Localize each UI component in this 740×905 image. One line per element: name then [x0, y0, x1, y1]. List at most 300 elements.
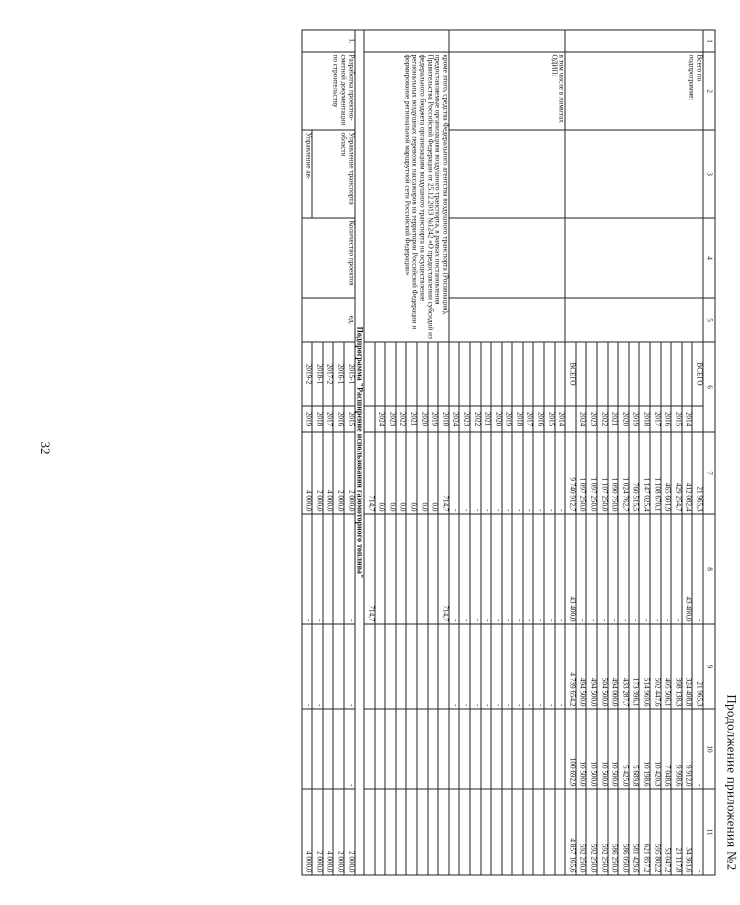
- year-cell: 2020: [618, 406, 629, 432]
- cell-empty: [597, 342, 608, 406]
- value-col-10: -: [692, 709, 703, 789]
- budget-table: [301, 30, 715, 876]
- value-col-7: 760 515,5: [629, 432, 640, 514]
- cell-num: [565, 30, 703, 52]
- value-col-7: 429 254,7: [671, 432, 682, 514]
- year-cell: 2024: [576, 406, 587, 432]
- value-col-7: -: [544, 432, 555, 514]
- value-col-9: -: [459, 624, 470, 709]
- value-col-7: 0,0: [417, 432, 428, 514]
- value-col-10: [396, 709, 407, 789]
- unit-cell: ед.: [302, 298, 355, 342]
- block-c-label: кроме этого, средства Федерального агентства воздушного транспорта (Росавиация), предоставляемые организациям воздушного транспорта, в рамках постановления Правительства Российской Федерации от 25.12.2013 №1242 «О предоставлении субсидий из федерального бюджета организациям воздушного транспорта на осуществление региональных воздушных перевозок пассажиров на территории Российской Федерации и формирование региональной маршрутной сети Российской Федерации»: [364, 52, 449, 342]
- value-col-8: -: [481, 514, 492, 624]
- cell-empty: [406, 342, 417, 406]
- value-col-10: 10 500,0: [576, 709, 587, 789]
- value-col-10: [385, 709, 396, 789]
- value-col-9: 504 500,0: [597, 624, 608, 709]
- value-col-10: [438, 709, 449, 789]
- cell-empty: [586, 342, 597, 406]
- value-col-10: 10 420,3: [650, 709, 661, 789]
- value-col-7: 465 601,9: [661, 432, 672, 514]
- header-col-8: 8: [703, 514, 715, 624]
- value-col-10: 9 998,6: [671, 709, 682, 789]
- total-col-11: 4 857 165,6: [565, 789, 576, 875]
- cell-empty: [555, 342, 566, 406]
- value-col-9: -: [344, 624, 355, 709]
- year-cell: 2017: [323, 406, 334, 432]
- value-col-8: -: [302, 514, 313, 624]
- year-cell: 2017: [650, 406, 661, 432]
- value-col-11: 4 000,0: [323, 789, 334, 875]
- value-col-9: -: [544, 624, 555, 709]
- year-cell: 2022: [396, 406, 407, 432]
- block-a-label: Всего по подпрограмме:: [565, 52, 703, 130]
- executor-next: Управление ав-: [302, 130, 313, 218]
- value-col-11: [428, 789, 439, 875]
- block-total-subprogram: [565, 30, 703, 875]
- year-cell: 2024: [375, 406, 386, 432]
- header-col-4: 4: [703, 218, 715, 298]
- value-col-10: [470, 709, 481, 789]
- value-col-11: [502, 789, 513, 875]
- value-col-11: 581 429,6: [629, 789, 640, 875]
- value-col-7: -: [449, 432, 460, 514]
- value-col-9: -: [449, 624, 460, 709]
- cell-empty: [364, 342, 375, 406]
- value-col-9: 494 500,0: [576, 624, 587, 709]
- value-col-8: [417, 514, 428, 624]
- year-cell: 2018: [438, 406, 449, 432]
- cell-empty: [534, 342, 545, 406]
- value-col-11: 592 250,0: [597, 789, 608, 875]
- year-cell: 2019: [502, 406, 513, 432]
- value-col-8: -: [523, 514, 534, 624]
- value-col-7: 714,7: [438, 432, 449, 514]
- value-col-8: -: [597, 514, 608, 624]
- value-col-9: -: [302, 624, 313, 709]
- value-col-11: [481, 789, 492, 875]
- indicator-value: 2018-1: [312, 342, 323, 406]
- value-col-11: 34 361,6: [682, 789, 693, 875]
- value-col-9: 433 287,7: [618, 624, 629, 709]
- value-col-9: 494 500,0: [586, 624, 597, 709]
- total-col-7: 9 740 912,7: [565, 432, 576, 514]
- value-col-11: [406, 789, 417, 875]
- value-col-8: -: [544, 514, 555, 624]
- value-col-11: 592 250,0: [586, 789, 597, 875]
- cell-empty: [682, 342, 693, 406]
- value-col-7: -: [512, 432, 523, 514]
- value-col-11: [512, 789, 523, 875]
- value-col-9: 494 000,0: [608, 624, 619, 709]
- row-number: 1.: [302, 30, 355, 52]
- cell-empty: [364, 406, 375, 432]
- value-col-11: 2 000,0: [312, 789, 323, 875]
- year-cell: 2014: [682, 406, 693, 432]
- cell-empty: [523, 342, 534, 406]
- year-cell: 2015: [344, 406, 355, 432]
- value-col-11: [364, 789, 375, 875]
- year-cell: 2021: [481, 406, 492, 432]
- block-odip-limits: [449, 30, 566, 875]
- value-col-11: 586 250,0: [608, 789, 619, 875]
- table-row: [344, 30, 355, 875]
- value-col-7: 2 000,0: [333, 432, 344, 514]
- value-col-10: [312, 709, 323, 789]
- value-col-8: -: [618, 514, 629, 624]
- cell-empty: [470, 342, 481, 406]
- value-col-8: -: [502, 514, 513, 624]
- value-col-11: [385, 789, 396, 875]
- value-col-8: [385, 514, 396, 624]
- value-col-11: [396, 789, 407, 875]
- cell-empty: [661, 342, 672, 406]
- cell-empty: [512, 342, 523, 406]
- value-col-10: 10 198,6: [639, 709, 650, 789]
- indicator-name: Количество проектов: [302, 218, 355, 298]
- cell-empty: [491, 342, 502, 406]
- cell-empty: [618, 342, 629, 406]
- value-col-11: [534, 789, 545, 875]
- value-col-7: 1 107 250,0: [597, 432, 608, 514]
- cell-empty: [671, 342, 682, 406]
- value-col-11: [375, 789, 386, 875]
- value-col-9: 173 396,1: [629, 624, 640, 709]
- value-col-7: 0,0: [375, 432, 386, 514]
- value-col-7: 2 000,0: [344, 432, 355, 514]
- value-col-10: [428, 709, 439, 789]
- year-cell: 2016: [661, 406, 672, 432]
- value-col-10: [481, 709, 492, 789]
- value-col-8: -: [555, 514, 566, 624]
- value-col-10: 5 425,0: [618, 709, 629, 789]
- value-col-7: 1 024 762,7: [618, 432, 629, 514]
- year-cell: 2016: [333, 406, 344, 432]
- value-col-9: -: [534, 624, 545, 709]
- year-cell: 2021: [608, 406, 619, 432]
- value-col-8: [406, 514, 417, 624]
- value-col-10: [323, 709, 334, 789]
- value-col-8: -: [608, 514, 619, 624]
- value-col-8: -: [629, 514, 640, 624]
- header-col-9: 9: [703, 624, 715, 709]
- table-row: [692, 30, 703, 875]
- header-row: [703, 30, 715, 875]
- value-col-7: 1 147 025,4: [639, 432, 650, 514]
- value-col-10: 5 689,8: [629, 709, 640, 789]
- value-col-8: -: [449, 514, 460, 624]
- value-col-10: [502, 709, 513, 789]
- value-col-10: [449, 709, 460, 789]
- cell-num: [449, 30, 566, 52]
- value-col-7: 2 000,0: [312, 432, 323, 514]
- value-col-7: -: [491, 432, 502, 514]
- value-col-10: [406, 709, 417, 789]
- year-cell: 2022: [470, 406, 481, 432]
- year-cell: 2023: [459, 406, 470, 432]
- year-cell: 2023: [385, 406, 396, 432]
- value-col-7: 1 097 250,0: [576, 432, 587, 514]
- value-col-9: [438, 624, 449, 709]
- cell-empty: [608, 342, 619, 406]
- value-col-9: [385, 624, 396, 709]
- year-cell: 2023: [586, 406, 597, 432]
- value-col-9: [417, 624, 428, 709]
- indicator-value: 2019-2: [302, 342, 313, 406]
- value-col-10: [364, 709, 375, 789]
- value-col-10: -: [344, 709, 355, 789]
- year-cell: 2019: [302, 406, 313, 432]
- value-col-7: 21 965,3: [692, 432, 703, 514]
- value-col-10: [544, 709, 555, 789]
- total-col-8: 43 400,0: [565, 514, 576, 624]
- activity-name: Разработка проектно-сметной документации по строительству: [302, 52, 355, 130]
- value-col-11: [449, 789, 460, 875]
- value-col-8: -: [512, 514, 523, 624]
- value-col-8: 714,7: [438, 514, 449, 624]
- value-col-9: 502 447,6: [650, 624, 661, 709]
- year-cell: 2015: [544, 406, 555, 432]
- total-col-9: 4 739 654,2: [565, 624, 576, 709]
- value-col-7: 4 000,0: [302, 432, 313, 514]
- value-col-9: [323, 624, 334, 709]
- value-col-11: 4 000,0: [302, 789, 313, 875]
- value-col-7: 0,0: [406, 432, 417, 514]
- value-col-11: [491, 789, 502, 875]
- header-col-10: 10: [703, 709, 715, 789]
- value-col-8: [375, 514, 386, 624]
- value-col-8: -: [491, 514, 502, 624]
- year-cell: 2020: [417, 406, 428, 432]
- indicator-value: 2017-2: [323, 342, 334, 406]
- value-col-11: 2 000,0: [344, 789, 355, 875]
- value-col-10: [302, 709, 313, 789]
- value-col-8: [396, 514, 407, 624]
- value-col-9: [396, 624, 407, 709]
- value-col-7: -: [555, 432, 566, 514]
- value-col-7: -: [502, 432, 513, 514]
- value-col-11: 53 047,2: [661, 789, 672, 875]
- value-col-7: 0,0: [396, 432, 407, 514]
- value-col-8: -: [312, 514, 323, 624]
- cell-empty: [375, 342, 386, 406]
- value-col-9: [364, 624, 375, 709]
- cell-empty: [396, 342, 407, 406]
- page-number: 32: [38, 441, 53, 455]
- value-col-10: 10 500,0: [597, 709, 608, 789]
- cell-empty: [459, 342, 470, 406]
- value-col-8: -: [650, 514, 661, 624]
- indicator-value: 2015-1: [344, 342, 355, 406]
- year-cell: 2017: [523, 406, 534, 432]
- value-col-8: -: [639, 514, 650, 624]
- value-col-8: -: [671, 514, 682, 624]
- year-cell: 2015: [671, 406, 682, 432]
- value-col-8: [323, 514, 334, 624]
- cell-empty: [417, 342, 428, 406]
- value-col-7: 1 090 750,0: [608, 432, 619, 514]
- value-col-10: [523, 709, 534, 789]
- value-col-10: [534, 709, 545, 789]
- header-col-6: 6: [703, 342, 715, 432]
- year-cell: 2016: [534, 406, 545, 432]
- value-col-7: 4 000,0: [323, 432, 334, 514]
- year-cell: 2018: [512, 406, 523, 432]
- value-col-7: 412 082,4: [682, 432, 693, 514]
- block-gas-fuel-projects: [302, 30, 355, 875]
- value-col-8: -: [586, 514, 597, 624]
- cell-empty: [449, 218, 566, 298]
- value-col-11: 621 857,2: [639, 789, 650, 875]
- value-col-9: [333, 624, 344, 709]
- subprogram-title: Подпрограмма "Расширение использования газомоторного топлива": [355, 30, 364, 875]
- value-col-11: [459, 789, 470, 875]
- year-cell: 2018: [639, 406, 650, 432]
- value-col-10: [333, 709, 344, 789]
- cell-empty: [438, 342, 449, 406]
- value-col-9: -: [512, 624, 523, 709]
- cell-empty: [576, 342, 587, 406]
- value-col-11: -: [692, 789, 703, 875]
- value-col-7: 1 108 670,1: [650, 432, 661, 514]
- value-col-9: -: [502, 624, 513, 709]
- header-col-2: 2: [703, 52, 715, 130]
- year-cell: 2014: [555, 406, 566, 432]
- value-col-10: [375, 709, 386, 789]
- value-col-10: [417, 709, 428, 789]
- value-col-11: 592 250,0: [576, 789, 587, 875]
- value-col-9: 405 506,1: [661, 624, 672, 709]
- executor: Управление транспорта области: [312, 130, 354, 218]
- cell-empty: [650, 342, 661, 406]
- total-label: ВСЕГО: [565, 342, 576, 406]
- value-col-7: -: [459, 432, 470, 514]
- year-cell: [692, 406, 703, 432]
- value-col-10: 10 500,0: [586, 709, 597, 789]
- block-rosaviatsiya: [364, 30, 449, 875]
- year-cell: 2021: [406, 406, 417, 432]
- cell-empty: [565, 218, 703, 298]
- value-col-9: -: [470, 624, 481, 709]
- value-col-11: 21 117,8: [671, 789, 682, 875]
- value-col-11: [544, 789, 555, 875]
- cell-empty: [385, 342, 396, 406]
- value-col-9: [428, 624, 439, 709]
- rotated-table-sheet: [186, 30, 740, 875]
- value-col-9: -: [481, 624, 492, 709]
- value-col-8: [428, 514, 439, 624]
- value-col-10: [512, 709, 523, 789]
- cell-empty: [481, 342, 492, 406]
- value-col-7: -: [523, 432, 534, 514]
- value-col-8: 43 400,0: [682, 514, 693, 624]
- value-col-7: -: [534, 432, 545, 514]
- year-cell: 2020: [491, 406, 502, 432]
- value-col-8: -: [661, 514, 672, 624]
- header-col-11: 11: [703, 789, 715, 875]
- total-label: ВСЕГО: [692, 342, 703, 406]
- total-col-8: 714,7: [364, 514, 375, 624]
- header-col-1: 1: [703, 30, 715, 52]
- year-cell: 2018: [312, 406, 323, 432]
- total-col-10: 100 692,9: [565, 709, 576, 789]
- value-col-7: -: [481, 432, 492, 514]
- cell-empty: [449, 342, 460, 406]
- cell-empty: [449, 130, 566, 218]
- appendix-caption: Продолжение приложения №2: [724, 694, 740, 871]
- cell-empty: [565, 406, 576, 432]
- header-col-3: 3: [703, 130, 715, 218]
- value-col-9: -: [523, 624, 534, 709]
- value-col-11: 586 050,0: [618, 789, 629, 875]
- value-col-7: -: [470, 432, 481, 514]
- value-col-7: 1 097 250,0: [586, 432, 597, 514]
- value-col-9: 514 969,6: [639, 624, 650, 709]
- value-col-8: -: [344, 514, 355, 624]
- value-col-9: [406, 624, 417, 709]
- value-col-8: [333, 514, 344, 624]
- cell-empty: [428, 342, 439, 406]
- cell-empty: [629, 342, 640, 406]
- cell-empty: [565, 298, 703, 342]
- value-col-10: 7 048,6: [661, 709, 672, 789]
- table-row: [438, 30, 449, 875]
- year-cell: 2019: [629, 406, 640, 432]
- value-col-11: [523, 789, 534, 875]
- cell-empty: [565, 130, 703, 218]
- header-col-5: 5: [703, 298, 715, 342]
- year-cell: 2024: [449, 406, 460, 432]
- value-col-7: 0,0: [428, 432, 439, 514]
- value-col-9: 21 965,3: [692, 624, 703, 709]
- year-cell: 2019: [428, 406, 439, 432]
- value-col-9: -: [555, 624, 566, 709]
- value-col-9: -: [491, 624, 502, 709]
- value-col-10: [555, 709, 566, 789]
- value-col-10: 9 912,0: [682, 709, 693, 789]
- indicator-value: 2016-1: [333, 342, 344, 406]
- total-col-7: 714,7: [364, 432, 375, 514]
- value-col-8: -: [534, 514, 545, 624]
- value-col-8: -: [459, 514, 470, 624]
- value-col-8: -: [692, 514, 703, 624]
- value-col-7: 0,0: [385, 432, 396, 514]
- value-col-8: -: [576, 514, 587, 624]
- cell-empty: [502, 342, 513, 406]
- value-col-11: 2 000,0: [333, 789, 344, 875]
- year-cell: 2022: [597, 406, 608, 432]
- value-col-9: [375, 624, 386, 709]
- cell-empty: [639, 342, 650, 406]
- block-b-label: в том числе в лимитах ОДИП:: [449, 52, 566, 130]
- cell-empty: [544, 342, 555, 406]
- table-row: [302, 30, 313, 875]
- value-col-10: 10 500,0: [608, 709, 619, 789]
- table-row: [555, 30, 566, 875]
- value-col-9: -: [312, 624, 323, 709]
- value-col-11: [470, 789, 481, 875]
- value-col-11: [555, 789, 566, 875]
- cell-empty: [449, 298, 566, 342]
- value-col-11: 595 802,2: [650, 789, 661, 875]
- value-col-9: 398 138,3: [671, 624, 682, 709]
- value-col-10: [491, 709, 502, 789]
- value-col-8: -: [470, 514, 481, 624]
- header-col-7: 7: [703, 432, 715, 514]
- cell-num: [364, 30, 449, 52]
- value-col-9: 324 408,8: [682, 624, 693, 709]
